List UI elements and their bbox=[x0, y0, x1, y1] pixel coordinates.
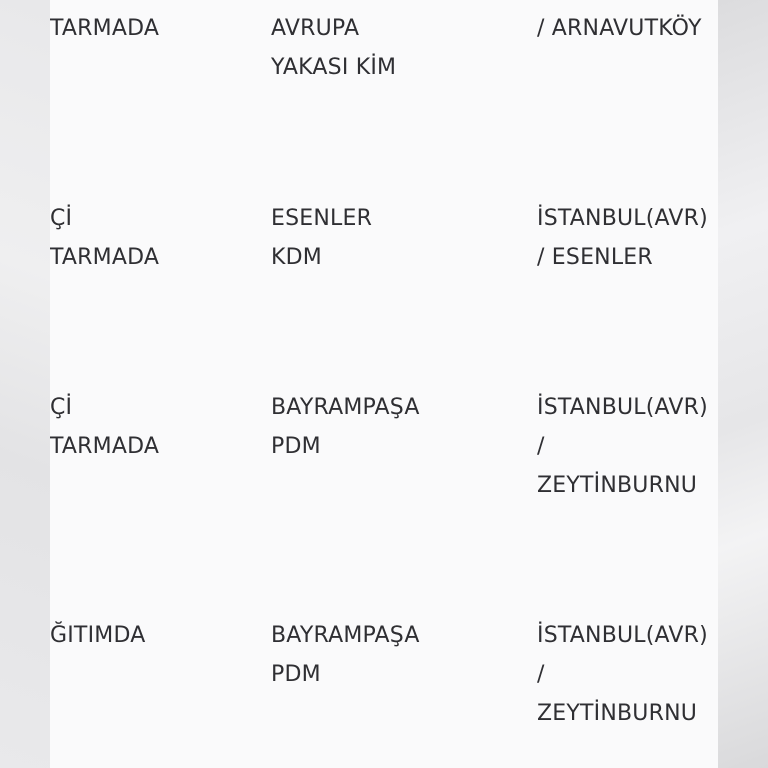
status-cell: ĞITIMDA bbox=[50, 623, 146, 648]
unit-cell: BAYRAMPAŞA PDM bbox=[271, 395, 420, 459]
background-left bbox=[0, 0, 50, 768]
unit-cell: ESENLER KDM bbox=[271, 206, 373, 270]
location-cell: İSTANBUL(AVR) / ZEYTİNBURNU bbox=[537, 623, 708, 726]
background-right bbox=[718, 0, 768, 768]
location-cell: İSTANBUL(AVR) / ESENLER bbox=[537, 206, 708, 270]
unit-cell: AVRUPA YAKASI KİM bbox=[271, 16, 397, 80]
unit-cell: BAYRAMPAŞA PDM bbox=[271, 623, 420, 687]
tracking-table bbox=[50, 0, 718, 768]
status-cell: Çİ TARMADA bbox=[50, 206, 160, 270]
status-cell: Çİ TARMADA bbox=[50, 395, 160, 459]
location-cell: / ARNAVUTKÖY bbox=[537, 16, 702, 41]
status-cell: TARMADA bbox=[50, 16, 160, 41]
location-cell: İSTANBUL(AVR) / ZEYTİNBURNU bbox=[537, 395, 708, 498]
